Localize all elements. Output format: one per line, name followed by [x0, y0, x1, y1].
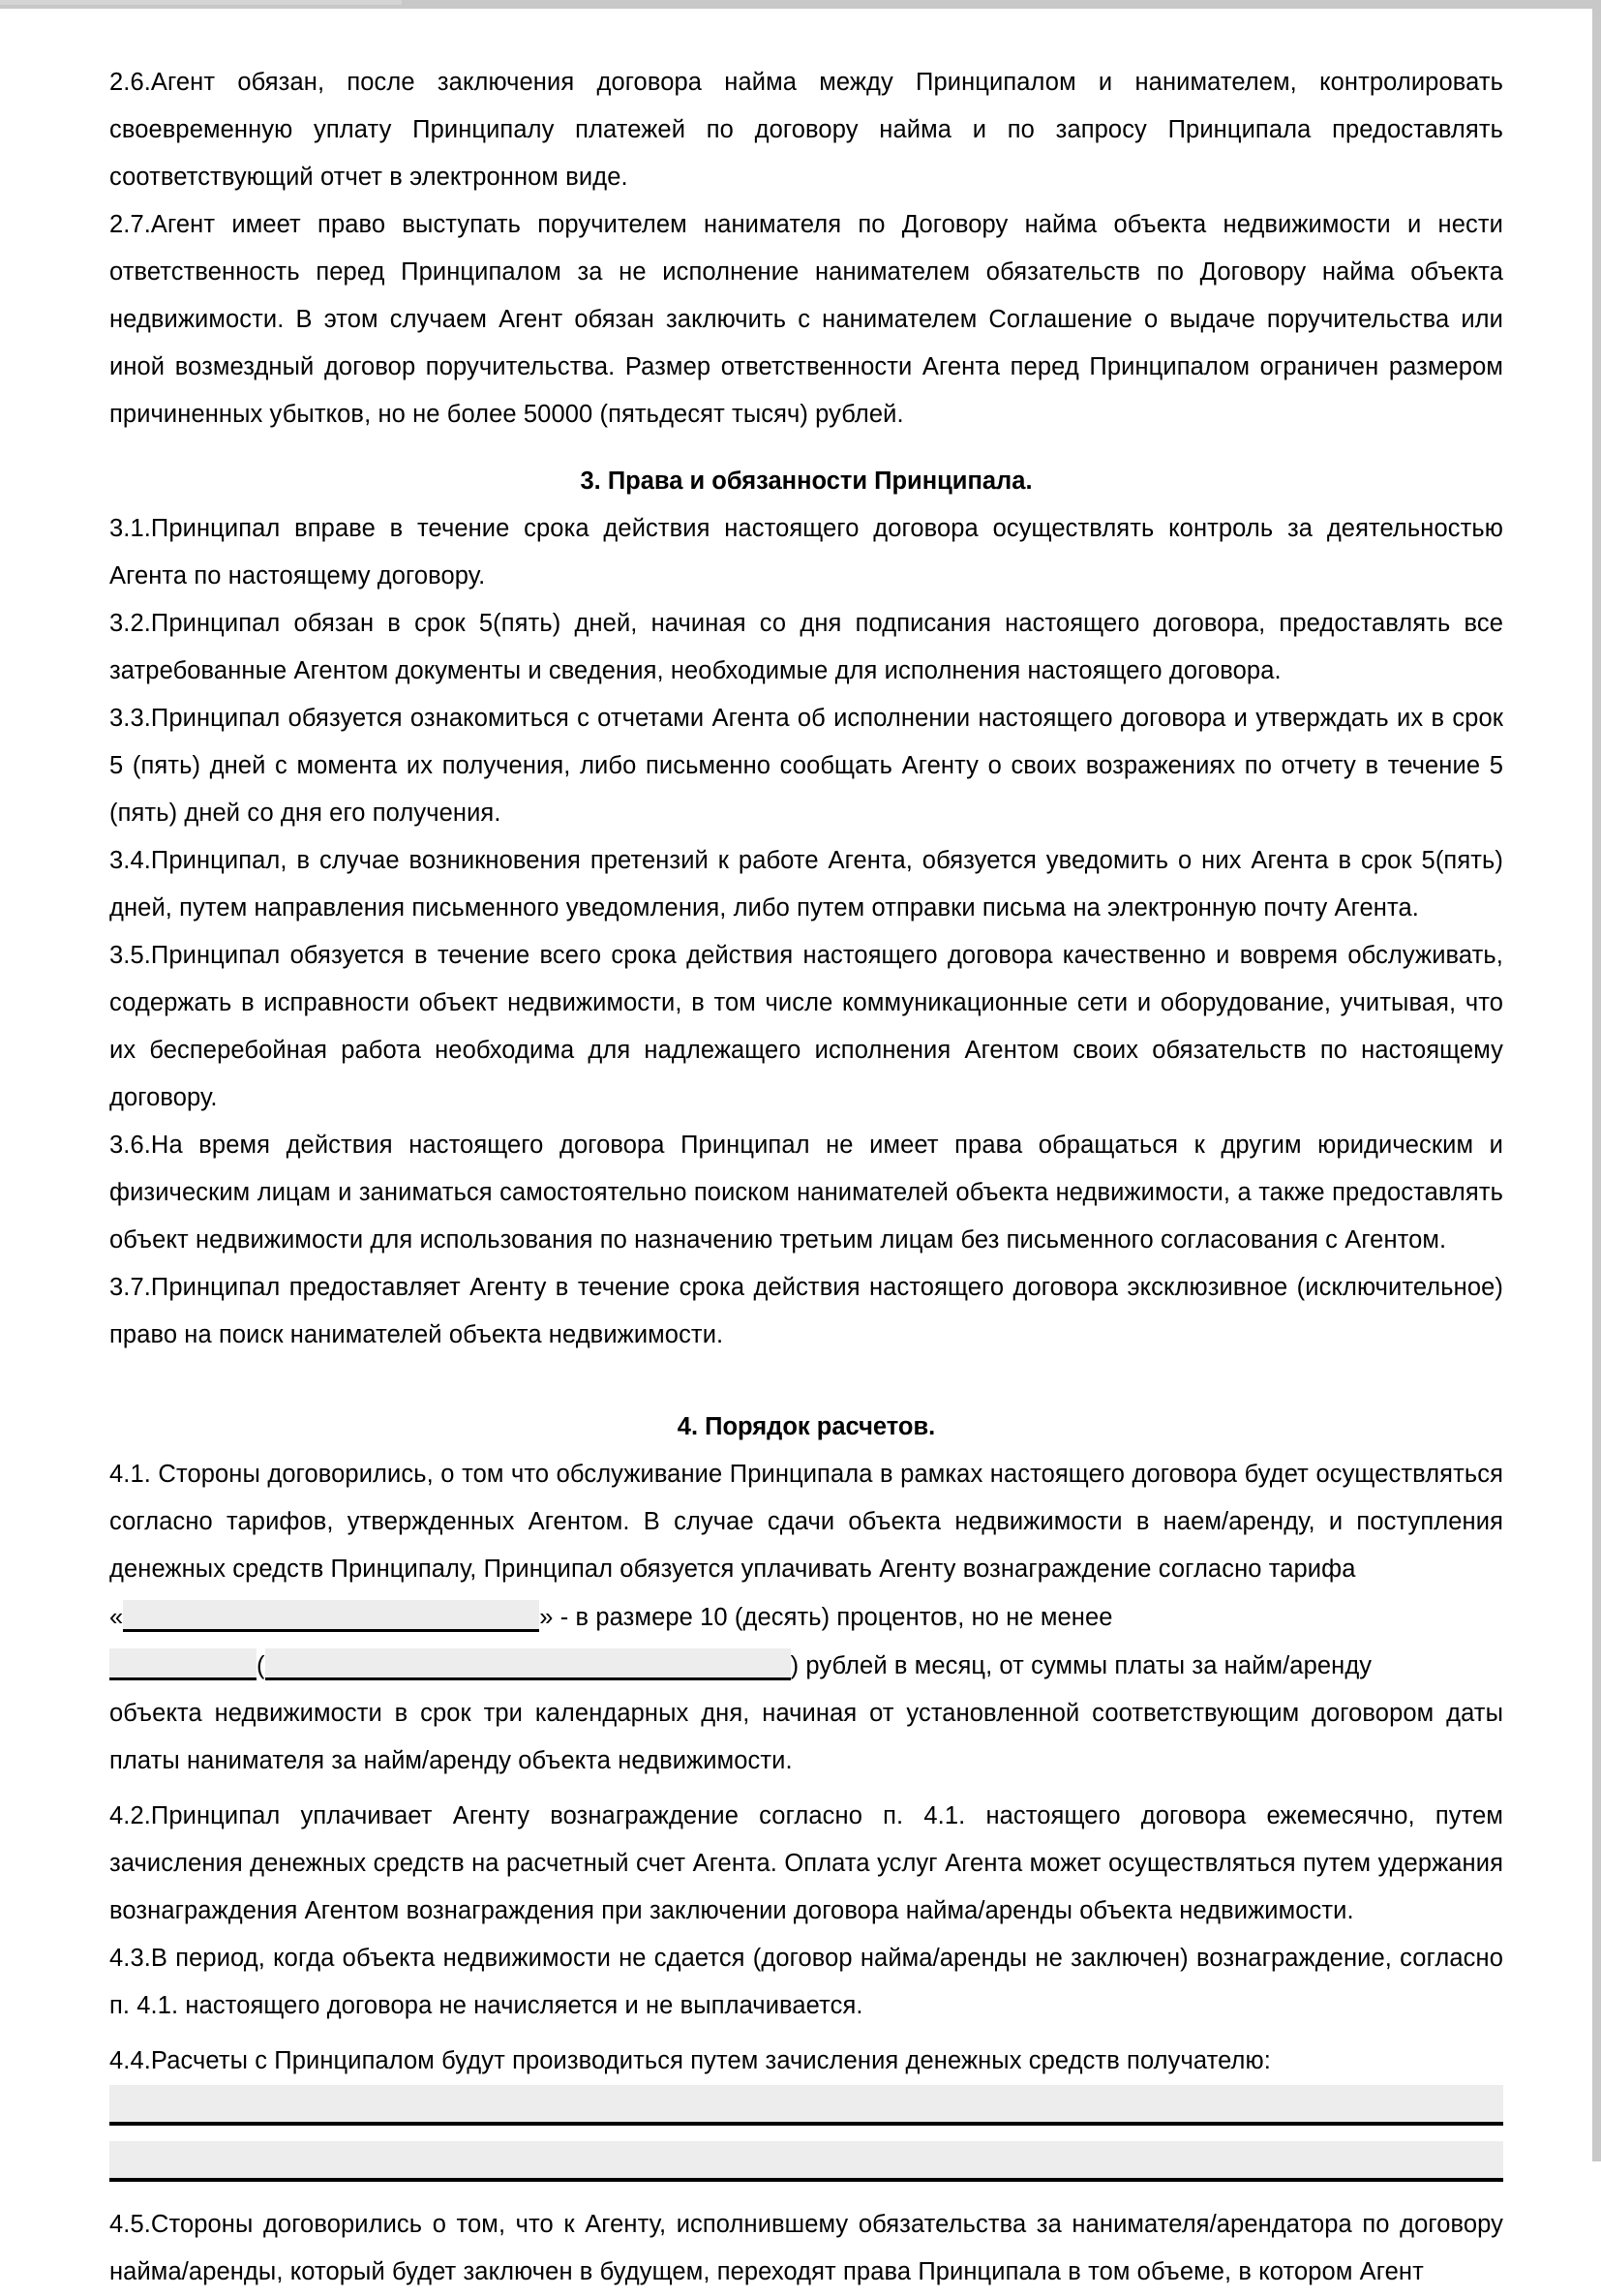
clause-4-1-outro: объекта недвижимости в срок три календарных дня, начиная от установленной соответствующим договором даты платы нанимателя за найм/аренду объекта недвижимости. — [109, 1700, 1503, 1774]
clause-2-7: 2.7.Агент имеет право выступать поручителем нанимателя по Договору найма объекта недвижимости и нести ответственность перед Принципалом за не исполнение нанимателем обязательств по Договору найма объекта недвижимости. В этом случаем Агент обязан заключить с нанимателем Соглашение о выдаче поручительства или иной возмездный договор поручительства. Размер ответственности Агента перед Принципалом ограничен размером причиненных убытков, но не более 50000 (пятьдесят тысяч) рублей. — [109, 211, 1503, 428]
clause-3-5: 3.5.Принципал обязуется в течение всего срока действия настоящего договора качественно и вовремя обслуживать, содержать в исправности объект недвижимости, в том числе коммуникационные сети и оборудование, учитывая, что их бесперебойная работа необходима для надлежащего исполнения Агентом своих обязательств по настоящему договору. — [109, 942, 1503, 1111]
clause-4-5: 4.5.Стороны договорились о том, что к Агенту, исполнившему обязательства за нанимателя/арендатора по договору найма/аренды, который будет заключен в будущем, переходят права Принципала в том объеме, в котором Агент — [109, 2211, 1503, 2285]
paren-close: ) — [790, 1652, 800, 1679]
spacer — [109, 1359, 1503, 1404]
window-right-edge — [1592, 0, 1601, 2161]
clause-4-1-intro: 4.1. Стороны договорились, о том что обслуживание Принципала в рамках настоящего договора будет осуществляться согласно тарифов, утвержденных Агентом. В случае сдачи объекта недвижимости в наем/аренду, и поступления денежных средств Принципалу, Принципал обязуется уплачивать Агенту вознаграждение согласно тарифа — [109, 1461, 1503, 1583]
tariff-name-field[interactable] — [123, 1600, 539, 1632]
clause-3-3: 3.3.Принципал обязуется ознакомиться с отчетами Агента об исполнении настоящего договора и утверждать их в срок 5 (пять) дней с момента их получения, либо письменно сообщать Агенту о своих возражениях по отчету в течение 5 (пять) дней со дня его получения. — [109, 705, 1503, 827]
quote-close: » — [539, 1604, 554, 1631]
clause-3-4: 3.4.Принципал, в случае возникновения претензий к работе Агента, обязуется уведомить о них Агента в срок 5(пять) дней, путем направления письменного уведомления, либо путем отправки письма на электронную почту Агента. — [109, 847, 1503, 921]
window-top-edge-highlight — [0, 0, 402, 5]
window-top-edge — [0, 0, 1601, 9]
clause-4-4: 4.4.Расчеты с Принципалом будут производиться путем зачисления денежных средств получателю: — [109, 2047, 1271, 2074]
clause-3-1: 3.1.Принципал вправе в течение срока действия настоящего договора осуществлять контроль за деятельностью Агента по настоящему договору. — [109, 515, 1503, 589]
spacer — [109, 2126, 1503, 2141]
clause-3-7: 3.7.Принципал предоставляет Агенту в течение срока действия настоящего договора эксклюзивное (исключительное) право на поиск нанимателей объекта недвижимости. — [109, 1274, 1503, 1348]
clause-3-2: 3.2.Принципал обязан в срок 5(пять) дней, начиная со дня подписания настоящего договора, предоставлять все затребованные Агентом документы и сведения, необходимые для исполнения настоящего договора. — [109, 610, 1503, 684]
document-body — [109, 59, 1503, 2296]
spacer — [109, 1785, 1503, 1793]
spacer — [109, 438, 1503, 458]
spacer — [109, 2030, 1503, 2038]
paren-open: ( — [257, 1652, 265, 1679]
payee-line-2-field[interactable] — [109, 2141, 1503, 2182]
spacer — [109, 2182, 1503, 2201]
section-heading-4: 4. Порядок расчетов. — [677, 1413, 936, 1440]
quote-open: « — [109, 1604, 124, 1631]
clause-4-2: 4.2.Принципал уплачивает Агенту вознаграждение согласно п. 4.1. настоящего договора ежемесячно, путем зачисления денежных средств на расчетный счет Агента. Оплата услуг Агента может осуществляться путем удержания вознаграждения Агентом вознаграждения при заключении договора найма/аренды объекта недвижимости. — [109, 1802, 1503, 1924]
section-heading-3: 3. Права и обязанности Принципала. — [580, 468, 1033, 495]
clause-3-6: 3.6.На время действия настоящего договора Принципал не имеет права обращаться к другим юридическим и физическим лицам и заниматься самостоятельно поиском нанимателей объекта недвижимости, а также предоставлять объект недвижимости для использования по назначению третьим лицам без письменного согласования с Агентом. — [109, 1132, 1503, 1254]
clause-4-1-currency-text: рублей в месяц, от суммы платы за найм/аренду — [805, 1652, 1373, 1679]
clause-4-1-tariff-line — [109, 1593, 1503, 1642]
clause-4-3: 4.3.В период, когда объекта недвижимости не сдается (договор найма/аренды не заключен) вознаграждение, согласно п. 4.1. настоящего договора не начисляется и не выплачивается. — [109, 1945, 1503, 2019]
min-amount-digits-field[interactable] — [109, 1648, 257, 1680]
clause-2-6: 2.6.Агент обязан, после заключения договора найма между Принципалом и нанимателем, контролировать своевременную уплату Принципалу платежей по договору найма и по запросу Принципала предоставлять соответствующий отчет в электронном виде. — [109, 69, 1503, 191]
payee-line-1-field[interactable] — [109, 2085, 1503, 2126]
document-sheet — [0, 9, 1584, 2285]
min-amount-words-field[interactable] — [265, 1648, 791, 1680]
clause-4-1-amount-line — [109, 1642, 1503, 1690]
clause-4-1-rate-text: - в размере 10 (десять) процентов, но не менее — [559, 1604, 1113, 1631]
